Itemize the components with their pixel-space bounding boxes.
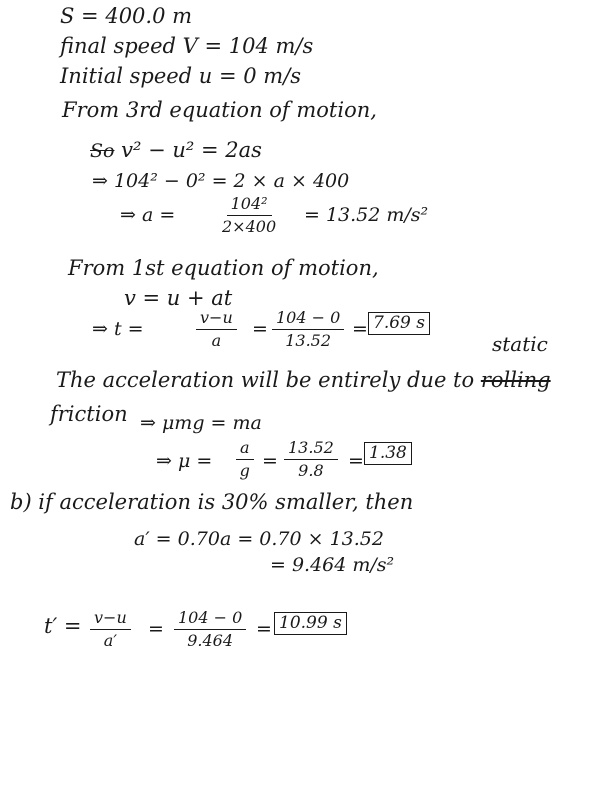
new-time-fraction-symbolic [90, 610, 131, 649]
third-equation-line [90, 140, 262, 161]
mu-equals: = [262, 450, 278, 472]
first-equation-heading: From 1st equation of motion, [68, 256, 379, 280]
part-b-heading: b) if acceleration is 30% smaller, then [10, 490, 414, 514]
time-frac1-denominator: a [211, 331, 222, 350]
time-frac2-denominator: 13.52 [285, 331, 332, 350]
struck-prefix: So [90, 140, 115, 162]
time-fraction-symbolic [196, 310, 237, 349]
new-time-equals: = [148, 618, 164, 640]
acceleration-denominator: 2×400 [222, 217, 277, 236]
new-time-fraction-numeric [174, 610, 246, 649]
friction-word: friction [50, 402, 128, 426]
inserted-word-static: static [492, 332, 548, 356]
acceleration-lhs: ⇒ a = [120, 204, 176, 226]
time-fraction-numeric [272, 310, 344, 349]
given-distance: S = 400.0 m [60, 4, 193, 28]
time-equals: = [252, 318, 268, 340]
third-equation-heading: From 3rd equation of motion, [62, 98, 377, 122]
mu-fraction-numeric [284, 440, 338, 479]
mu-frac1-numerator: a [236, 440, 254, 460]
struck-word-rolling: rolling [480, 368, 551, 392]
new-time-frac2-numerator: 104 − 0 [174, 610, 246, 630]
time-answer-equals: = [352, 318, 368, 340]
mu-frac2-numerator: 13.52 [284, 440, 338, 460]
acceleration-result: = 13.52 m/s² [304, 204, 429, 226]
friction-equation: ⇒ μmg = ma [140, 412, 262, 434]
mu-lhs: ⇒ μ = [156, 450, 213, 472]
given-initial-speed: Initial speed u = 0 m/s [60, 64, 302, 88]
friction-statement [56, 370, 551, 391]
friction-statement-text: The acceleration will be entirely due to [56, 368, 475, 392]
first-equation: v = u + at [124, 286, 233, 310]
new-time-frac2-denominator: 9.464 [187, 631, 234, 650]
new-time-lhs: t′ = [44, 614, 82, 638]
new-time-answer-equals: = [256, 618, 272, 640]
mu-answer-box: 1.38 [364, 442, 412, 465]
mu-fraction-symbolic [236, 440, 254, 479]
reduced-acceleration: a′ = 0.70a = 0.70 × 13.52 [134, 528, 384, 550]
mu-frac1-denominator: g [239, 461, 250, 480]
acceleration-numerator: 104² [227, 196, 272, 216]
mu-answer-equals: = [348, 450, 364, 472]
mu-frac2-denominator: 9.8 [298, 461, 324, 480]
given-final-speed: final speed V = 104 m/s [60, 34, 314, 58]
time-frac2-numerator: 104 − 0 [272, 310, 344, 330]
new-time-frac1-numerator: v−u [90, 610, 131, 630]
substitution-line: ⇒ 104² − 0² = 2 × a × 400 [92, 170, 350, 192]
new-time-answer-box: 10.99 s [274, 612, 347, 635]
third-equation: v² − u² = 2as [121, 138, 262, 162]
reduced-acceleration-result: = 9.464 m/s² [270, 554, 395, 576]
new-time-frac1-denominator: a′ [103, 631, 117, 650]
time-answer-box: 7.69 s [368, 312, 430, 335]
acceleration-fraction [222, 196, 276, 235]
time-frac1-numerator: v−u [196, 310, 237, 330]
time-lhs: ⇒ t = [92, 318, 144, 340]
